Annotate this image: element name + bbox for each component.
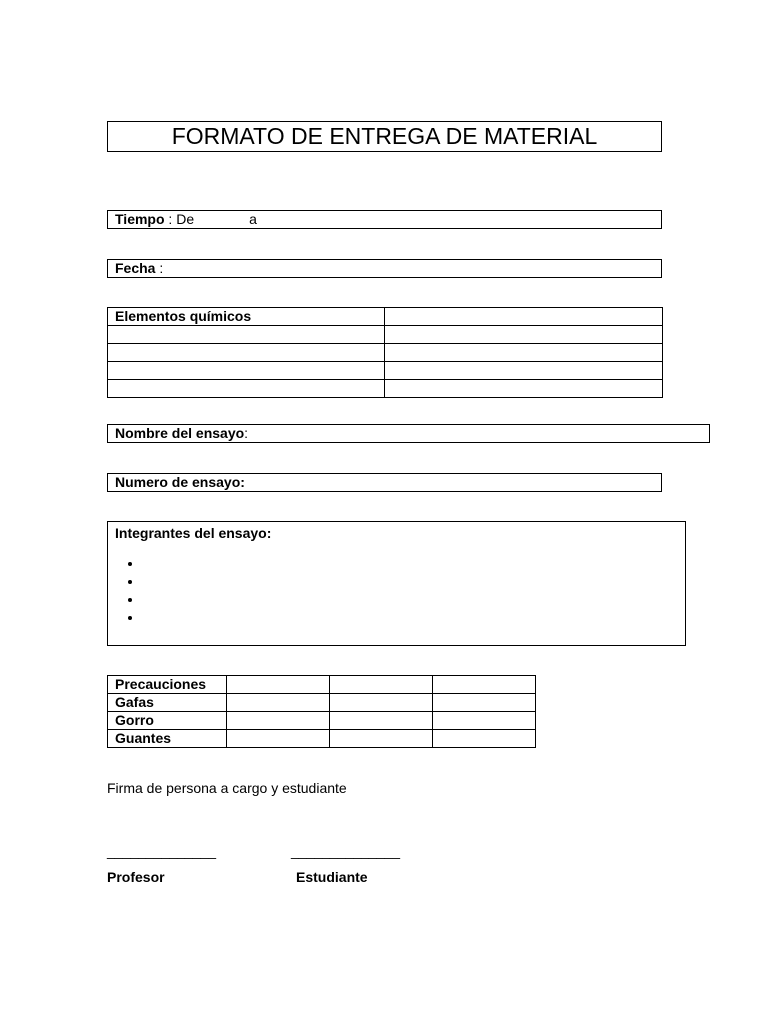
tiempo-to: a xyxy=(249,211,257,227)
table-cell xyxy=(330,730,433,748)
nombre-ensayo-field xyxy=(107,424,710,443)
list-item xyxy=(143,573,678,591)
fecha-separator: : xyxy=(155,260,164,276)
table-cell xyxy=(433,694,536,712)
table-cell xyxy=(433,676,536,694)
table-cell xyxy=(108,326,385,344)
elementos-table xyxy=(107,307,663,398)
elementos-header: Elementos químicos xyxy=(108,308,385,326)
table-cell xyxy=(108,380,385,398)
nombre-ensayo-label: Nombre del ensayo xyxy=(115,425,245,441)
precaucion-gorro: Gorro xyxy=(108,712,227,730)
table-cell xyxy=(330,694,433,712)
numero-ensayo-label: Numero de ensayo: xyxy=(115,474,245,490)
table-cell xyxy=(227,730,330,748)
estudiante-label: Estudiante xyxy=(296,869,368,885)
integrantes-label: Integrantes del ensayo: xyxy=(115,525,272,541)
fecha-label: Fecha xyxy=(115,260,156,276)
table-cell xyxy=(433,730,536,748)
table-cell xyxy=(227,694,330,712)
list-item xyxy=(143,609,678,627)
profesor-label: Profesor xyxy=(107,869,165,885)
table-cell xyxy=(227,712,330,730)
estudiante-signature-line: ______________ xyxy=(291,843,401,859)
table-row xyxy=(108,380,663,398)
table-row xyxy=(108,730,536,748)
tiempo-from: De xyxy=(176,211,195,227)
precauciones-table xyxy=(107,675,536,748)
table-row xyxy=(108,362,663,380)
table-row xyxy=(108,308,663,326)
table-cell xyxy=(385,308,663,326)
table-cell xyxy=(330,712,433,730)
table-cell xyxy=(385,362,663,380)
table-row xyxy=(108,676,536,694)
table-row xyxy=(108,326,663,344)
list-item xyxy=(143,555,678,573)
document-title: FORMATO DE ENTREGA DE MATERIAL xyxy=(107,121,662,152)
table-row xyxy=(108,712,536,730)
table-cell xyxy=(433,712,536,730)
precaucion-guantes: Guantes xyxy=(108,730,227,748)
table-cell xyxy=(227,676,330,694)
fecha-field xyxy=(107,259,662,278)
table-cell xyxy=(330,676,433,694)
integrantes-box xyxy=(107,521,686,646)
tiempo-separator: : xyxy=(164,211,177,227)
tiempo-field xyxy=(107,210,662,229)
firma-text: Firma de persona a cargo y estudiante xyxy=(107,780,347,796)
table-cell xyxy=(385,344,663,362)
table-cell xyxy=(108,344,385,362)
table-row xyxy=(108,694,536,712)
precauciones-header: Precauciones xyxy=(108,676,227,694)
numero-ensayo-field xyxy=(107,473,662,492)
table-cell xyxy=(385,326,663,344)
precaucion-gafas: Gafas xyxy=(108,694,227,712)
nombre-ensayo-separator: : xyxy=(244,425,249,441)
profesor-signature-line: ______________ xyxy=(107,843,217,859)
table-cell xyxy=(385,380,663,398)
table-cell xyxy=(108,362,385,380)
table-row xyxy=(108,344,663,362)
tiempo-label: Tiempo xyxy=(115,211,165,227)
integrantes-list xyxy=(115,555,678,627)
list-item xyxy=(143,591,678,609)
